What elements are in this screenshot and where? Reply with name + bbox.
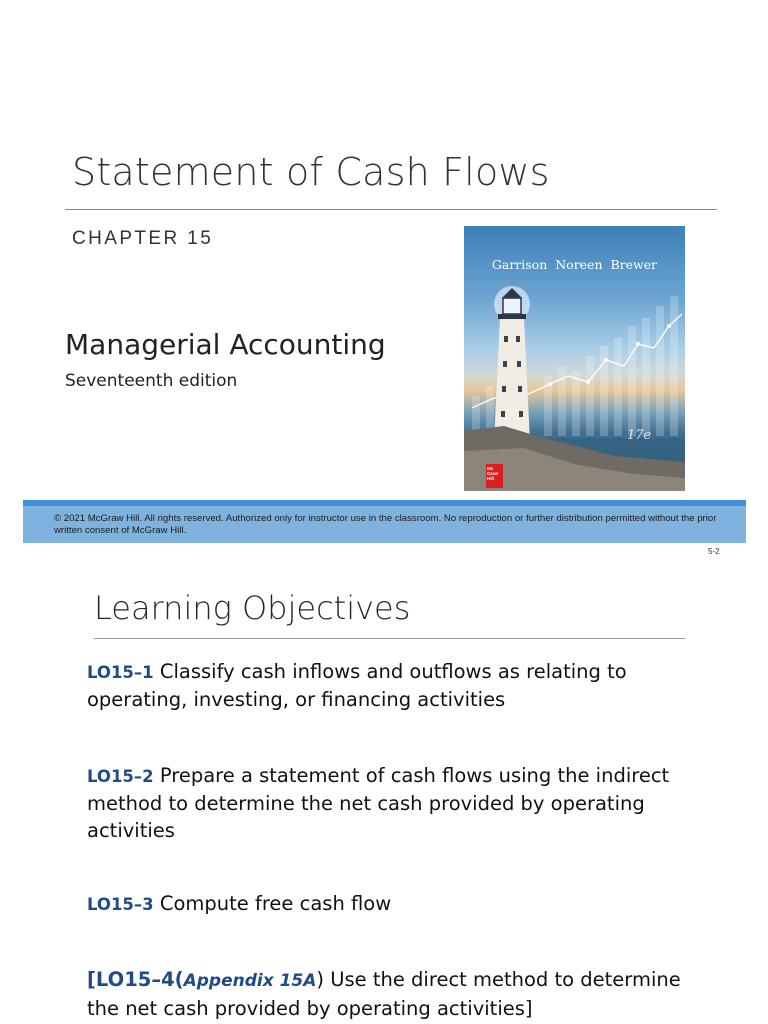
objective-item bbox=[87, 658, 707, 713]
objective-appendix-label: Appendix 15A bbox=[183, 971, 317, 991]
book-cover-image bbox=[464, 226, 685, 491]
objective-text: Classify cash inflows and outflows as relating to operating, investing, or financing activities bbox=[87, 660, 627, 711]
slide-title: Statement of Cash Flows bbox=[72, 150, 550, 194]
page-number: 5-2 bbox=[708, 547, 720, 556]
objective-text: Compute free cash flow bbox=[153, 892, 392, 915]
footer-accent-line bbox=[23, 500, 746, 506]
copyright-band bbox=[23, 500, 746, 543]
chapter-label: CHAPTER 15 bbox=[72, 228, 214, 249]
title-divider bbox=[65, 209, 717, 210]
publisher-logo-text: Mc Graw Hill bbox=[487, 466, 499, 481]
title-divider bbox=[94, 638, 685, 639]
copyright-notice: © 2021 McGraw Hill. All rights reserved. Authorized only for instructor use in the classroom. No reproduction or further distribution permitted without the prior written consent of McGraw Hill. bbox=[54, 513, 717, 536]
objective-text: Use the direct method to determine the net cash provided by operating activities] bbox=[87, 968, 681, 1020]
slide-title: Learning Objectives bbox=[94, 589, 411, 627]
cover-authors: Garrison Noreen Brewer bbox=[491, 257, 658, 272]
objective-code: LO15–3 bbox=[87, 895, 154, 914]
publisher-logo-icon bbox=[486, 464, 503, 488]
objective-item bbox=[87, 966, 707, 1022]
objective-code-close: ) bbox=[316, 968, 325, 991]
book-edition: Seventeenth edition bbox=[65, 371, 238, 391]
objective-code: LO15–2 bbox=[87, 767, 154, 786]
objective-item bbox=[87, 762, 707, 844]
book-title: Managerial Accounting bbox=[65, 328, 386, 361]
objective-item bbox=[87, 890, 707, 918]
objective-text: Prepare a statement of cash flows using the indirect method to determine the net cash provided by operating activities bbox=[87, 764, 670, 842]
objective-code: LO15–1 bbox=[87, 663, 154, 682]
cover-edition-mark: 17e bbox=[627, 428, 652, 443]
objective-code: [LO15–4( bbox=[87, 968, 184, 991]
